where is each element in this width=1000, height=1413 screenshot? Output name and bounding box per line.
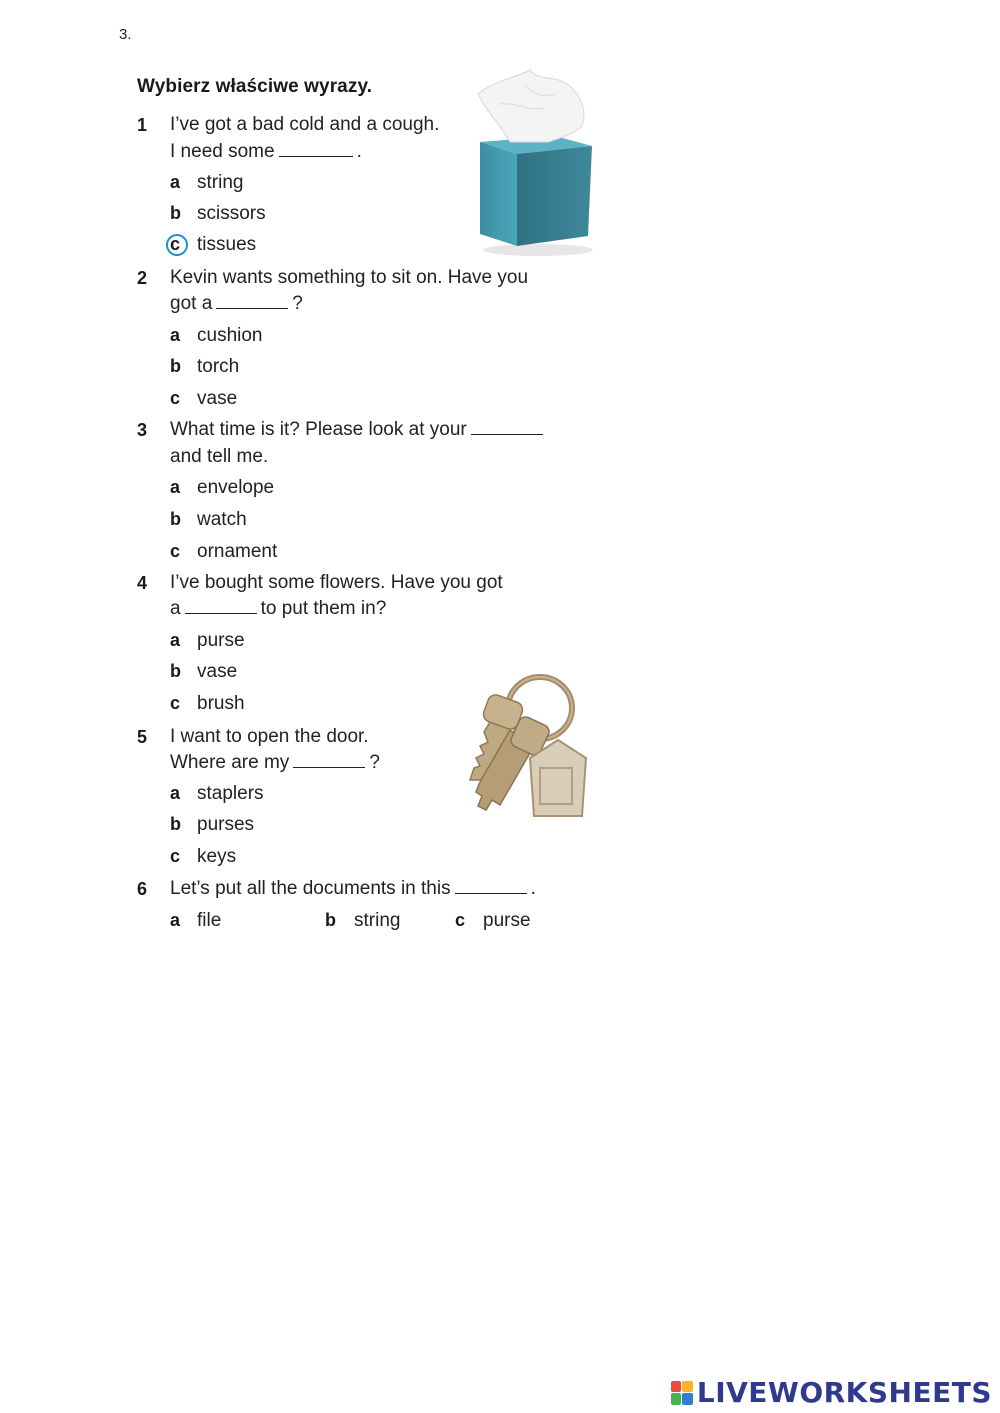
question-text: Where are my	[170, 752, 290, 773]
option-text[interactable]: watch	[197, 509, 247, 530]
option-text[interactable]: keys	[197, 846, 237, 867]
option-b[interactable]	[170, 356, 181, 377]
question-text: Let’s put all the documents in this	[170, 878, 451, 899]
option-text[interactable]: scissors	[197, 203, 266, 224]
option-b[interactable]	[170, 509, 181, 530]
option-letter: c	[455, 910, 466, 930]
question-number: 6	[137, 879, 148, 899]
option-a[interactable]	[170, 172, 180, 193]
question-punctuation: ?	[292, 293, 303, 314]
option-letter: a	[170, 783, 181, 803]
option-letter: b	[325, 910, 336, 930]
option-text[interactable]: vase	[197, 388, 238, 409]
option-letter: c	[170, 846, 181, 866]
option-a[interactable]	[170, 910, 180, 931]
option-text[interactable]: cushion	[197, 325, 263, 346]
question-text: I want to open the door.	[170, 726, 369, 747]
option-a[interactable]	[170, 630, 180, 651]
option-letter: a	[170, 630, 181, 650]
option-letter: b	[170, 661, 181, 681]
question-text-line2	[170, 752, 380, 774]
option-text[interactable]: torch	[197, 356, 240, 377]
option-c[interactable]	[170, 388, 180, 409]
page-number: 3.	[119, 26, 132, 43]
option-text[interactable]: staplers	[197, 783, 264, 804]
option-a[interactable]	[170, 783, 180, 804]
answer-blank[interactable]	[279, 142, 353, 157]
question-number: 3	[137, 420, 148, 440]
option-a[interactable]	[170, 325, 180, 346]
option-c[interactable]	[170, 846, 180, 867]
option-c[interactable]	[455, 910, 465, 931]
option-text[interactable]: vase	[197, 661, 238, 682]
option-letter: a	[170, 172, 181, 192]
question-text: I’ve got a bad cold and a cough.	[170, 114, 440, 135]
question-punctuation: ?	[369, 752, 380, 773]
question-number: 4	[137, 573, 148, 593]
question-text: What time is it? Please look at your	[170, 419, 467, 440]
question-text-line2	[170, 141, 362, 163]
question-text-line2	[170, 293, 303, 315]
option-letter: a	[170, 477, 181, 497]
option-text[interactable]: string	[354, 910, 401, 931]
option-text[interactable]: file	[197, 910, 222, 931]
answer-blank[interactable]	[185, 599, 257, 614]
option-c-selected[interactable]	[170, 234, 180, 255]
option-letter: a	[170, 325, 181, 345]
option-text[interactable]: purse	[483, 910, 531, 931]
liveworksheets-brand	[671, 1376, 992, 1409]
option-letter: c	[170, 541, 181, 561]
question-text: got a	[170, 293, 213, 314]
question-text: I’ve bought some flowers. Have you got	[170, 572, 503, 593]
answer-blank[interactable]	[455, 879, 527, 894]
option-b[interactable]	[170, 203, 181, 224]
question-number: 5	[137, 727, 148, 747]
option-text[interactable]: ornament	[197, 541, 278, 562]
question-text: I need some	[170, 141, 275, 162]
question-text: Kevin wants something to sit on. Have you	[170, 267, 529, 288]
question-text-line1	[170, 878, 536, 900]
logo-square	[682, 1381, 693, 1393]
question-text: to put them in?	[260, 598, 387, 619]
option-letter: c	[170, 388, 181, 408]
logo-square	[671, 1393, 682, 1405]
option-letter: b	[170, 356, 181, 376]
question-text: a	[170, 598, 181, 619]
option-text[interactable]: brush	[197, 693, 245, 714]
option-letter: b	[170, 814, 181, 834]
answer-blank[interactable]	[471, 420, 543, 435]
brand-text: LIVEWORKSHEETS	[696, 1376, 992, 1409]
question-number: 2	[137, 268, 148, 288]
option-letter: c	[170, 693, 181, 713]
option-letter: b	[170, 509, 181, 529]
question-text-line2	[170, 598, 386, 620]
logo-square	[671, 1381, 682, 1393]
option-letter: c	[170, 234, 181, 254]
liveworksheets-logo-icon	[671, 1381, 693, 1405]
question-punctuation: .	[356, 141, 362, 162]
question-text-line1	[170, 419, 547, 441]
option-a[interactable]	[170, 477, 180, 498]
keys-image	[430, 650, 625, 850]
answer-blank[interactable]	[293, 753, 365, 768]
option-b[interactable]	[325, 910, 336, 931]
option-letter: b	[170, 203, 181, 223]
option-text[interactable]: purse	[197, 630, 245, 651]
option-b[interactable]	[170, 814, 181, 835]
option-c[interactable]	[170, 541, 180, 562]
answer-blank[interactable]	[216, 294, 288, 309]
option-text[interactable]: envelope	[197, 477, 275, 498]
option-text[interactable]: purses	[197, 814, 255, 835]
question-punctuation: .	[530, 878, 536, 899]
logo-square	[682, 1393, 693, 1405]
option-c[interactable]	[170, 693, 180, 714]
option-text[interactable]: string	[197, 172, 244, 193]
question-text: and tell me.	[170, 446, 269, 467]
option-letter: a	[170, 910, 181, 930]
tissue-box-image	[470, 64, 600, 259]
instruction-heading: Wybierz właściwe wyrazy.	[137, 76, 373, 97]
option-b[interactable]	[170, 661, 181, 682]
selected-circle-icon	[166, 234, 188, 256]
question-number: 1	[137, 115, 148, 135]
option-text[interactable]: tissues	[197, 234, 257, 255]
